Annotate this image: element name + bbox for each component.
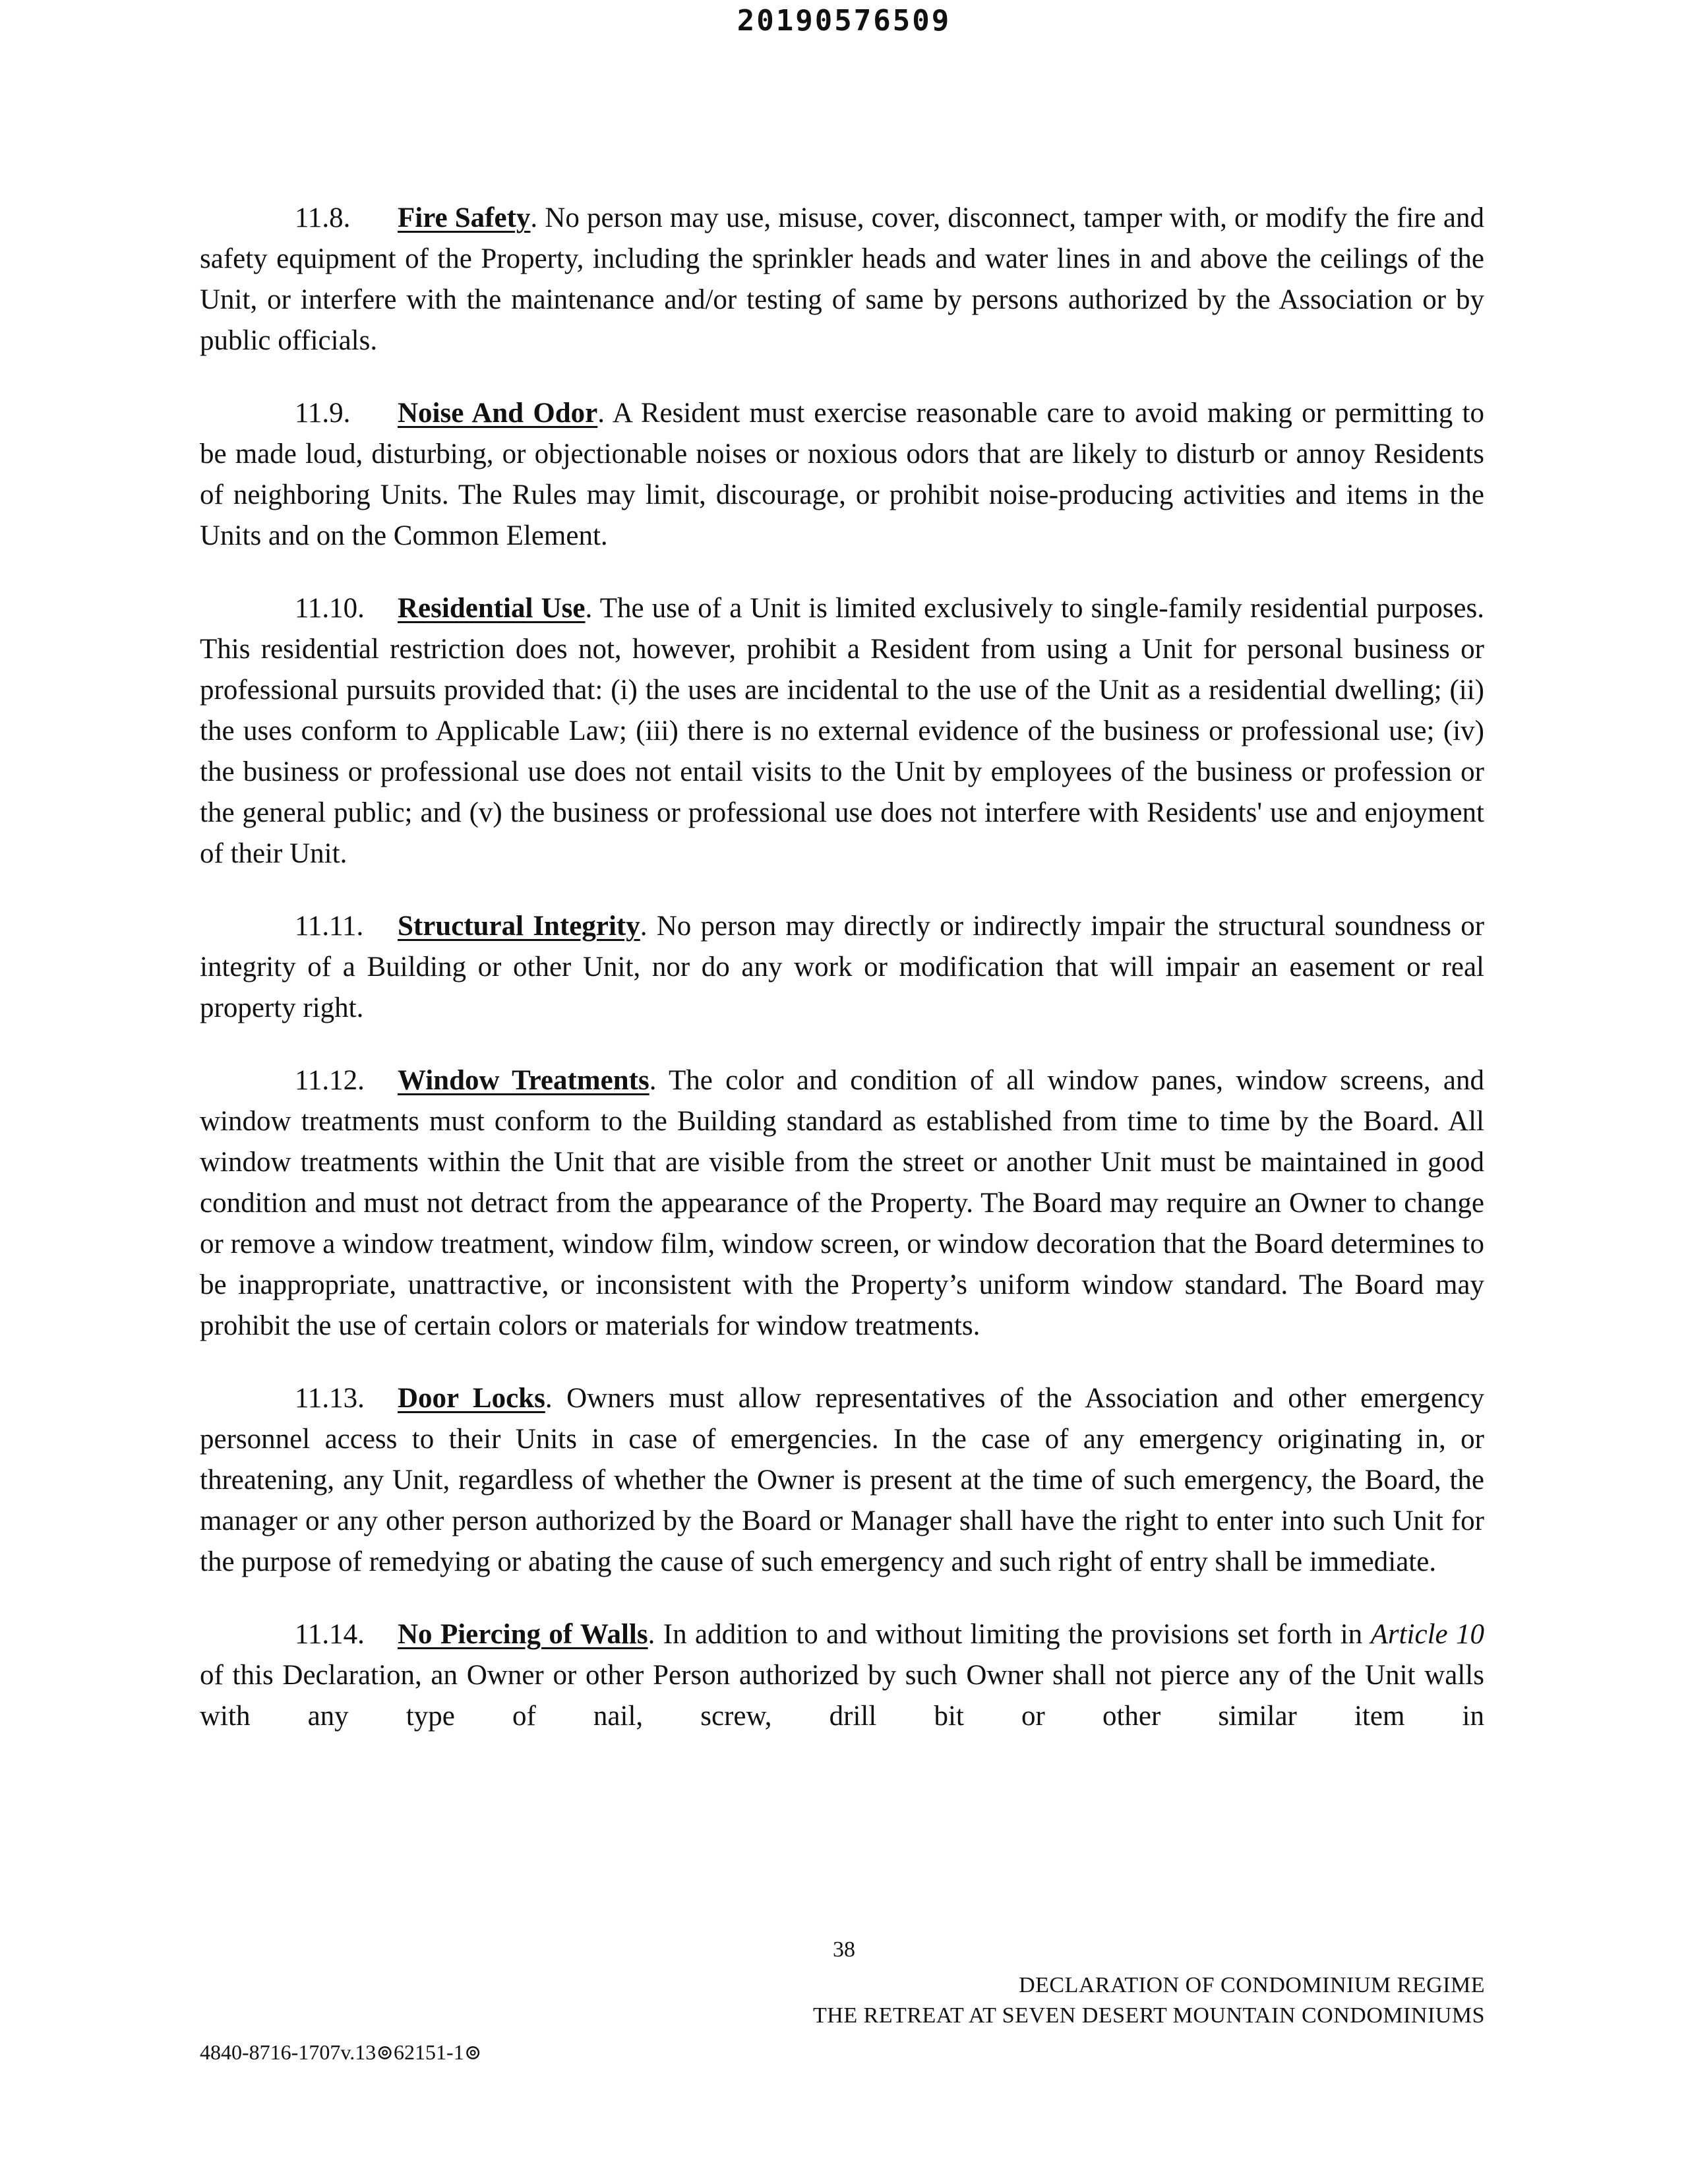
section-11-13	[200, 1378, 1484, 1583]
heading-punct: .	[649, 1065, 657, 1096]
section-11-9	[200, 393, 1484, 557]
section-heading: No Piercing of Walls	[398, 1619, 648, 1650]
section-11-8	[200, 198, 1484, 361]
section-heading: Residential Use	[398, 593, 586, 624]
section-heading: Structural Integrity	[398, 911, 640, 942]
section-number: 11.10.	[295, 593, 365, 624]
section-number: 11.12.	[295, 1065, 365, 1096]
section-number: 11.11.	[295, 911, 364, 942]
footer-title-line-2: THE RETREAT AT SEVEN DESERT MOUNTAIN CONDOMINIUMS	[813, 2003, 1485, 2028]
section-number: 11.9.	[295, 398, 351, 429]
page-number: 38	[833, 1937, 855, 1962]
heading-punct: .	[648, 1619, 655, 1650]
heading-punct: .	[585, 593, 593, 624]
section-text: No person may directly or indirectly impair the structural soundness or integrity of a Building or other Unit, nor do any work or modification that will impair an easement or real property right.	[200, 911, 1485, 1023]
section-11-12	[200, 1060, 1484, 1347]
document-body	[200, 198, 1484, 1769]
section-number: 11.8.	[295, 202, 351, 233]
heading-punct: .	[530, 202, 538, 233]
section-text: The color and condition of all window panes, window screens, and window treatments must conform to the Building standard as established from time to time by the Board. All window treatments within the Unit that are visible from the street or another Unit must be maintained in good condition and must not detract from the appearance of the Property. The Board may require an Owner to change or remove a window treatment, window film, window screen, or window decoration that the Board determines to be inappropriate, unattractive, or inconsistent with the Property’s uniform window standard. The Board may prohibit the use of certain colors or materials for window treatments.	[200, 1065, 1484, 1341]
section-heading: Door Locks	[398, 1383, 545, 1414]
section-text: No person may use, misuse, cover, disconnect, tamper with, or modify the fire and safety equipment of the Property, including the sprinkler heads and water lines in and above the ceilings of the Unit, or interfere with the maintenance and/or testing of same by persons authorized by the Association or by public officials.	[200, 202, 1485, 356]
section-11-11	[200, 906, 1484, 1029]
section-heading: Window Treatments	[398, 1065, 649, 1096]
section-number: 11.13.	[295, 1383, 365, 1414]
section-number: 11.14.	[295, 1619, 365, 1650]
section-text: A Resident must exercise reasonable care to avoid making or permitting to be made loud, disturbing, or objectionable noises or noxious odors that are likely to disturb or annoy Residents of neighboring Units. The Rules may limit, discourage, or prohibit noise-producing activities and items in the Units and on the Common Element.	[200, 398, 1484, 551]
section-11-14	[200, 1614, 1484, 1737]
section-11-10	[200, 588, 1484, 874]
document-number: 20190576509	[737, 4, 951, 38]
heading-punct: .	[597, 398, 605, 429]
section-text-before: In addition to and without limiting the provisions set forth in	[663, 1619, 1363, 1650]
footer-title-line-1: DECLARATION OF CONDOMINIUM REGIME	[1019, 1973, 1485, 1997]
section-text-after: of this Declaration, an Owner or other Person authorized by such Owner shall not pierce any of the Unit walls with any type of nail, screw, drill bit or other similar item in	[200, 1660, 1484, 1732]
article-reference: Article 10	[1370, 1619, 1485, 1650]
section-text: Owners must allow representatives of the Association and other emergency personnel access to their Units in case of emergencies. In the case of any emergency originating in, or threatening, any Unit, regardless of whether the Owner is present at the time of such emergency, the Board, the manager or any other person authorized by the Board or Manager shall have the right to enter into such Unit for the purpose of remedying or abating the cause of such emergency and such right of entry shall be immediate.	[200, 1383, 1485, 1577]
section-heading: Fire Safety	[398, 202, 531, 233]
document-id: 4840-8716-1707v.13⊚62151-1⊚	[200, 2040, 482, 2064]
heading-punct: .	[545, 1383, 553, 1414]
footer-title	[813, 1970, 1485, 2031]
heading-punct: .	[640, 911, 648, 942]
section-heading: Noise And Odor	[398, 398, 598, 429]
section-text: The use of a Unit is limited exclusively to single-family residential purposes. This residential restriction does not, however, prohibit a Resident from using a Unit for personal business or professional pursuits provided that: (i) the uses are incidental to the use of the Unit as a residential dwelling; (ii) the uses conform to Applicable Law; (iii) there is no external evidence of the business or professional use; (iv) the business or professional use does not entail visits to the Unit by employees of the business or profession or the general public; and (v) the business or professional use does not interfere with Residents' use and enjoyment of their Unit.	[200, 593, 1485, 869]
